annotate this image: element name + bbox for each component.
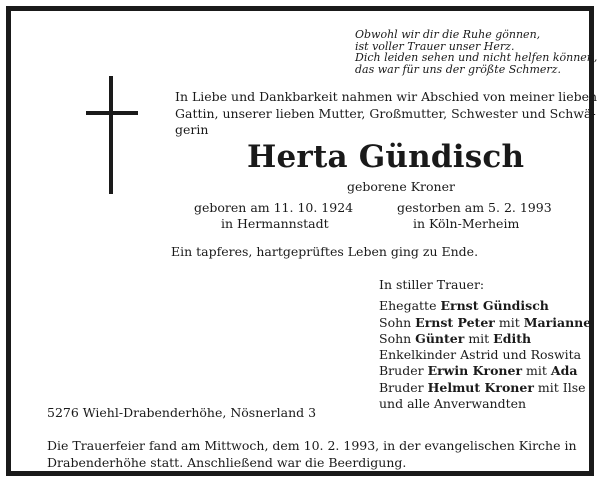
intro-line: gerin — [175, 122, 209, 137]
mourner-text: mit — [494, 314, 524, 330]
mourner-text: mit — [522, 363, 551, 379]
mourner-name: Ernst Gündisch — [440, 298, 549, 314]
mourner-name: Edith — [493, 330, 532, 346]
poem-line: das war für uns der größte Schmerz. — [355, 62, 561, 76]
poem-line: Obwohl wir dir die Ruhe gönnen, — [355, 28, 541, 41]
mourners-heading: In stiller Trauer: — [379, 277, 485, 292]
mourner-text: Sohn — [379, 330, 416, 346]
mourner-text: Enkelkinder Astrid und Roswita — [379, 347, 582, 363]
birth-info — [194, 200, 353, 232]
mourner-name: Ernst Peter — [415, 314, 495, 330]
mourner-text: mit — [464, 330, 494, 346]
intro-line: In Liebe und Dankbarkeit nahmen wir Abschied von meiner lieben — [175, 89, 598, 104]
mourner-name: Marianne — [523, 314, 592, 330]
mourner-name: Günter — [415, 330, 465, 346]
funeral-line: Drabenderhöhe statt. Anschließend war die Beerdigung. — [47, 455, 407, 470]
funeral-line: Die Trauerfeier fand am Mittwoch, dem 10. 2. 1993, in der evangelischen Kirche in — [47, 438, 577, 453]
birth-place: in Hermannstadt — [221, 216, 329, 231]
poem — [347, 29, 597, 75]
intro-line: Gattin, unserer lieben Mutter, Großmutter, Schwester und Schwä- — [175, 105, 596, 121]
poem-line: Dich leiden sehen und nicht helfen können, — [355, 51, 598, 64]
mourners-list — [379, 277, 591, 412]
mourner-text: und alle Anverwandten — [379, 396, 527, 412]
funeral-info — [47, 437, 577, 471]
mourner-name: Helmut Kroner — [427, 379, 534, 395]
mourner-name: Ada — [550, 363, 578, 379]
birth-name: geborene Kroner — [347, 179, 455, 194]
mourner-line — [379, 380, 591, 396]
mourner-text: Bruder — [379, 363, 428, 379]
birth-date: geboren am 11. 10. 1924 — [194, 200, 354, 215]
poem-line: ist voller Trauer unser Herz. — [355, 39, 515, 53]
death-date: gestorben am 5. 2. 1993 — [397, 200, 552, 215]
mourner-text: Sohn — [379, 314, 416, 330]
mourner-name: Erwin Kroner — [427, 363, 523, 379]
mourner-text: Ehegatte — [379, 298, 441, 314]
intro-text — [175, 89, 597, 139]
mourner-text: mit Ilse — [533, 379, 586, 395]
mourner-line — [379, 315, 591, 331]
mourner-line — [379, 347, 591, 363]
death-info — [397, 200, 552, 232]
mourner-line — [379, 363, 591, 379]
mourner-line — [379, 331, 591, 347]
mourner-line — [379, 298, 591, 314]
deceased-name: Herta Gündisch — [247, 139, 525, 175]
address: 5276 Wiehl-Drabenderhöhe, Nösnerland 3 — [47, 405, 317, 420]
obituary-notice — [6, 6, 598, 476]
life-line: Ein tapferes, hartgeprüftes Leben ging zu Ende. — [171, 244, 479, 259]
mourner-text: Bruder — [379, 379, 428, 395]
mourner-line — [379, 396, 591, 412]
death-place: in Köln-Merheim — [413, 216, 520, 231]
